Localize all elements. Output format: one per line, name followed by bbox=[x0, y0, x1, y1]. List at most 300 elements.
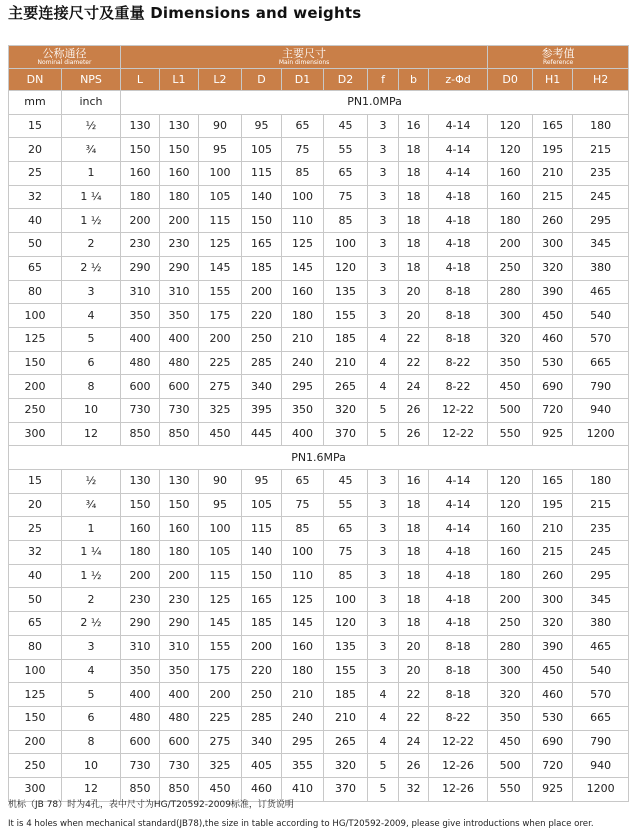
note-english: It is 4 holes when mechanical standard(JB78),the size in table according to HG/T20592-2009, please give introductions when place orer. bbox=[8, 819, 594, 829]
table-cell: 10 bbox=[62, 398, 121, 422]
table-cell: 110 bbox=[282, 209, 324, 233]
table-cell: 115 bbox=[242, 162, 282, 186]
table-cell: 8-22 bbox=[429, 375, 488, 399]
table-cell: 200 bbox=[9, 375, 62, 399]
table-cell: 550 bbox=[488, 422, 533, 446]
table-cell: 940 bbox=[573, 398, 629, 422]
table-cell: 6 bbox=[62, 706, 121, 730]
ref-en: Reference bbox=[543, 59, 574, 66]
table-cell: 465 bbox=[573, 635, 629, 659]
table-row bbox=[9, 493, 629, 517]
table-cell: 105 bbox=[242, 138, 282, 162]
table-cell: 280 bbox=[488, 280, 533, 304]
table-cell: 4 bbox=[368, 351, 399, 375]
table-cell: 260 bbox=[533, 209, 573, 233]
table-cell: 65 bbox=[282, 114, 324, 138]
table-cell: 480 bbox=[160, 351, 199, 375]
table-cell: 3 bbox=[368, 304, 399, 328]
table-cell: 135 bbox=[324, 635, 368, 659]
table-cell: ½ bbox=[62, 470, 121, 494]
table-cell: 300 bbox=[533, 233, 573, 257]
table-cell: 100 bbox=[199, 162, 242, 186]
table-cell: 250 bbox=[242, 683, 282, 707]
table-cell: 8-18 bbox=[429, 683, 488, 707]
table-row bbox=[9, 398, 629, 422]
main-en: Main dimensions bbox=[278, 59, 330, 66]
table-cell: 45 bbox=[324, 470, 368, 494]
table-row bbox=[9, 162, 629, 186]
table-cell: 180 bbox=[160, 541, 199, 565]
column-header: D2 bbox=[324, 69, 368, 91]
table-cell: 2 bbox=[62, 588, 121, 612]
table-cell: 3 bbox=[368, 280, 399, 304]
table-cell: 210 bbox=[324, 706, 368, 730]
table-cell: 24 bbox=[399, 375, 429, 399]
table-cell: 22 bbox=[399, 683, 429, 707]
table-cell: 160 bbox=[160, 162, 199, 186]
table-cell: 75 bbox=[282, 138, 324, 162]
table-cell: 65 bbox=[9, 256, 62, 280]
table-cell: 240 bbox=[282, 351, 324, 375]
table-cell: 100 bbox=[9, 659, 62, 683]
table-cell: 120 bbox=[488, 138, 533, 162]
table-cell: 160 bbox=[282, 280, 324, 304]
table-row bbox=[9, 659, 629, 683]
table-cell: 600 bbox=[121, 730, 160, 754]
table-cell: 18 bbox=[399, 138, 429, 162]
table-cell: 18 bbox=[399, 493, 429, 517]
table-cell: 300 bbox=[488, 304, 533, 328]
table-body bbox=[9, 46, 629, 802]
table-cell: 130 bbox=[160, 114, 199, 138]
table-cell: 12-26 bbox=[429, 754, 488, 778]
column-header: L bbox=[121, 69, 160, 91]
pressure-section-label: PN1.6MPa bbox=[9, 446, 629, 470]
table-cell: 100 bbox=[282, 185, 324, 209]
table-cell: 350 bbox=[160, 659, 199, 683]
table-cell: 320 bbox=[533, 612, 573, 636]
table-cell: 165 bbox=[533, 114, 573, 138]
table-cell: 3 bbox=[368, 493, 399, 517]
table-cell: 4-18 bbox=[429, 256, 488, 280]
table-cell: 325 bbox=[199, 754, 242, 778]
page-title: 主要连接尺寸及重量 Dimensions and weights bbox=[8, 4, 362, 22]
table-cell: 1 ¼ bbox=[62, 185, 121, 209]
table-cell: 250 bbox=[9, 398, 62, 422]
table-cell: 210 bbox=[533, 162, 573, 186]
table-cell: 940 bbox=[573, 754, 629, 778]
column-header: L1 bbox=[160, 69, 199, 91]
table-cell: 105 bbox=[242, 493, 282, 517]
table-cell: 100 bbox=[282, 541, 324, 565]
table-cell: 450 bbox=[533, 304, 573, 328]
table-cell: 665 bbox=[573, 351, 629, 375]
table-cell: 75 bbox=[324, 541, 368, 565]
table-cell: 245 bbox=[573, 541, 629, 565]
table-cell: 790 bbox=[573, 375, 629, 399]
table-cell: 32 bbox=[9, 541, 62, 565]
table-cell: 200 bbox=[488, 233, 533, 257]
table-cell: 200 bbox=[242, 280, 282, 304]
table-cell: 4-18 bbox=[429, 612, 488, 636]
table-cell: 18 bbox=[399, 517, 429, 541]
table-cell: 120 bbox=[488, 470, 533, 494]
table-cell: 20 bbox=[399, 635, 429, 659]
note-chinese: 机标（JB 78）时为4孔，表中尺寸为HG/T20592-2009标准，订货说明 bbox=[8, 800, 294, 810]
table-cell: 145 bbox=[282, 256, 324, 280]
table-cell: 185 bbox=[324, 327, 368, 351]
table-cell: 4-14 bbox=[429, 162, 488, 186]
table-row bbox=[9, 564, 629, 588]
table-cell: 115 bbox=[199, 564, 242, 588]
table-cell: 480 bbox=[121, 351, 160, 375]
table-cell: 345 bbox=[573, 233, 629, 257]
table-cell: ½ bbox=[62, 114, 121, 138]
table-cell: 115 bbox=[242, 517, 282, 541]
table-row bbox=[9, 754, 629, 778]
table-cell: 200 bbox=[121, 209, 160, 233]
table-cell: 85 bbox=[324, 209, 368, 233]
table-cell: 395 bbox=[242, 398, 282, 422]
table-cell: 18 bbox=[399, 541, 429, 565]
table-cell: 22 bbox=[399, 706, 429, 730]
table-cell: 4-18 bbox=[429, 233, 488, 257]
table-cell: 10 bbox=[62, 754, 121, 778]
table-cell: 405 bbox=[242, 754, 282, 778]
table-row bbox=[9, 138, 629, 162]
table-cell: 345 bbox=[573, 588, 629, 612]
column-header: NPS bbox=[62, 69, 121, 91]
header-reference bbox=[488, 46, 629, 69]
table-cell: 18 bbox=[399, 185, 429, 209]
table-cell: 3 bbox=[368, 612, 399, 636]
table-cell: 480 bbox=[160, 706, 199, 730]
table-cell: 125 bbox=[199, 233, 242, 257]
table-row bbox=[9, 185, 629, 209]
table-cell: 1 bbox=[62, 162, 121, 186]
table-cell: 75 bbox=[282, 493, 324, 517]
table-cell: 55 bbox=[324, 493, 368, 517]
table-cell: 145 bbox=[199, 612, 242, 636]
table-cell: 150 bbox=[121, 138, 160, 162]
table-cell: 200 bbox=[199, 327, 242, 351]
table-cell: 8 bbox=[62, 730, 121, 754]
table-cell: 730 bbox=[160, 398, 199, 422]
table-cell: 265 bbox=[324, 375, 368, 399]
table-cell: 320 bbox=[533, 256, 573, 280]
table-cell: 210 bbox=[282, 327, 324, 351]
table-cell: 65 bbox=[9, 612, 62, 636]
table-cell: 12 bbox=[62, 422, 121, 446]
table-cell: 460 bbox=[533, 683, 573, 707]
table-cell: 295 bbox=[573, 209, 629, 233]
table-cell: 32 bbox=[399, 777, 429, 801]
table-cell: 18 bbox=[399, 564, 429, 588]
table-cell: 12-26 bbox=[429, 777, 488, 801]
table-cell: 20 bbox=[399, 659, 429, 683]
table-cell: 125 bbox=[282, 588, 324, 612]
table-cell: 3 bbox=[368, 588, 399, 612]
table-cell: 230 bbox=[121, 233, 160, 257]
table-cell: 160 bbox=[121, 162, 160, 186]
table-cell: 150 bbox=[9, 706, 62, 730]
table-cell: 18 bbox=[399, 612, 429, 636]
table-cell: 80 bbox=[9, 280, 62, 304]
table-cell: 200 bbox=[121, 564, 160, 588]
column-header: f bbox=[368, 69, 399, 91]
table-cell: 65 bbox=[282, 470, 324, 494]
table-cell: 245 bbox=[573, 185, 629, 209]
table-cell: 200 bbox=[9, 730, 62, 754]
column-header: H2 bbox=[573, 69, 629, 91]
table-cell: 50 bbox=[9, 588, 62, 612]
table-cell: 480 bbox=[121, 706, 160, 730]
dimensions-table bbox=[8, 45, 629, 802]
table-cell: 5 bbox=[368, 398, 399, 422]
table-cell: 155 bbox=[324, 304, 368, 328]
table-cell: ¾ bbox=[62, 493, 121, 517]
table-cell: 3 bbox=[368, 659, 399, 683]
table-cell: 95 bbox=[242, 470, 282, 494]
table-cell: 26 bbox=[399, 398, 429, 422]
table-cell: 4-14 bbox=[429, 114, 488, 138]
table-cell: 105 bbox=[199, 185, 242, 209]
table-cell: 20 bbox=[399, 304, 429, 328]
table-cell: 3 bbox=[62, 635, 121, 659]
table-cell: 65 bbox=[324, 162, 368, 186]
table-cell: 530 bbox=[533, 706, 573, 730]
table-cell: 230 bbox=[160, 588, 199, 612]
table-cell: 3 bbox=[368, 162, 399, 186]
table-cell: 8-22 bbox=[429, 706, 488, 730]
header-row-columns bbox=[9, 69, 629, 91]
table-cell: 155 bbox=[199, 635, 242, 659]
table-cell: 925 bbox=[533, 777, 573, 801]
table-cell: 5 bbox=[62, 683, 121, 707]
table-cell: 105 bbox=[199, 541, 242, 565]
table-cell: 690 bbox=[533, 730, 573, 754]
table-cell: 195 bbox=[533, 493, 573, 517]
table-cell: 45 bbox=[324, 114, 368, 138]
table-cell: 4 bbox=[62, 659, 121, 683]
table-row bbox=[9, 114, 629, 138]
table-cell: 125 bbox=[199, 588, 242, 612]
table-cell: 280 bbox=[488, 635, 533, 659]
table-cell: 8-18 bbox=[429, 635, 488, 659]
table-cell: 4-18 bbox=[429, 209, 488, 233]
table-cell: 350 bbox=[282, 398, 324, 422]
table-cell: 16 bbox=[399, 470, 429, 494]
table-cell: 12-22 bbox=[429, 730, 488, 754]
header-main-dimensions bbox=[121, 46, 488, 69]
table-cell: 180 bbox=[160, 185, 199, 209]
table-cell: 130 bbox=[160, 470, 199, 494]
table-cell: 5 bbox=[368, 422, 399, 446]
table-cell: 15 bbox=[9, 114, 62, 138]
table-cell: 4-14 bbox=[429, 493, 488, 517]
table-cell: 160 bbox=[488, 517, 533, 541]
table-row bbox=[9, 612, 629, 636]
table-cell: 690 bbox=[533, 375, 573, 399]
table-cell: 90 bbox=[199, 114, 242, 138]
table-cell: 530 bbox=[533, 351, 573, 375]
table-cell: 265 bbox=[324, 730, 368, 754]
table-cell: 135 bbox=[324, 280, 368, 304]
table-cell: 410 bbox=[282, 777, 324, 801]
main-zh: 主要尺寸 bbox=[282, 47, 327, 60]
table-row bbox=[9, 304, 629, 328]
table-cell: 140 bbox=[242, 541, 282, 565]
table-cell: 145 bbox=[199, 256, 242, 280]
table-cell: 290 bbox=[121, 256, 160, 280]
column-header: H1 bbox=[533, 69, 573, 91]
table-cell: 300 bbox=[488, 659, 533, 683]
table-row bbox=[9, 730, 629, 754]
table-cell: 115 bbox=[199, 209, 242, 233]
nominal-en: Nominal diameter bbox=[37, 59, 92, 66]
table-cell: 450 bbox=[488, 375, 533, 399]
table-cell: 200 bbox=[160, 564, 199, 588]
table-cell: 3 bbox=[62, 280, 121, 304]
table-cell: 32 bbox=[9, 185, 62, 209]
table-row bbox=[9, 280, 629, 304]
table-cell: 355 bbox=[282, 754, 324, 778]
table-cell: 235 bbox=[573, 517, 629, 541]
table-cell: 155 bbox=[199, 280, 242, 304]
table-cell: 210 bbox=[282, 683, 324, 707]
pressure-section-label: PN1.0MPa bbox=[121, 91, 629, 115]
section-row bbox=[9, 446, 629, 470]
table-cell: 12-22 bbox=[429, 422, 488, 446]
table-cell: 5 bbox=[62, 327, 121, 351]
table-cell: 18 bbox=[399, 588, 429, 612]
unit-dn: mm bbox=[9, 91, 62, 115]
table-cell: 350 bbox=[121, 304, 160, 328]
table-cell: 180 bbox=[282, 659, 324, 683]
table-cell: 450 bbox=[199, 777, 242, 801]
table-cell: 150 bbox=[9, 351, 62, 375]
table-cell: 80 bbox=[9, 635, 62, 659]
table-cell: 3 bbox=[368, 233, 399, 257]
table-cell: 500 bbox=[488, 754, 533, 778]
table-cell: 8-18 bbox=[429, 304, 488, 328]
table-cell: 165 bbox=[242, 233, 282, 257]
table-cell: 550 bbox=[488, 777, 533, 801]
table-cell: 200 bbox=[488, 588, 533, 612]
table-cell: 180 bbox=[573, 470, 629, 494]
table-cell: 95 bbox=[199, 493, 242, 517]
table-cell: 3 bbox=[368, 517, 399, 541]
table-cell: 720 bbox=[533, 398, 573, 422]
table-cell: 450 bbox=[199, 422, 242, 446]
table-cell: 26 bbox=[399, 422, 429, 446]
table-row bbox=[9, 588, 629, 612]
table-cell: 185 bbox=[242, 612, 282, 636]
table-cell: 380 bbox=[573, 612, 629, 636]
table-cell: 8 bbox=[62, 375, 121, 399]
table-cell: 320 bbox=[324, 754, 368, 778]
table-cell: 2 ½ bbox=[62, 256, 121, 280]
table-cell: 175 bbox=[199, 304, 242, 328]
table-cell: 20 bbox=[9, 493, 62, 517]
table-cell: 290 bbox=[160, 256, 199, 280]
table-cell: 200 bbox=[160, 209, 199, 233]
column-header: L2 bbox=[199, 69, 242, 91]
table-cell: 85 bbox=[324, 564, 368, 588]
table-cell: 20 bbox=[399, 280, 429, 304]
table-cell: 8-18 bbox=[429, 327, 488, 351]
table-cell: 215 bbox=[573, 493, 629, 517]
table-cell: 850 bbox=[121, 422, 160, 446]
table-cell: 160 bbox=[488, 185, 533, 209]
table-cell: 20 bbox=[9, 138, 62, 162]
table-cell: 380 bbox=[573, 256, 629, 280]
table-cell: 25 bbox=[9, 162, 62, 186]
table-cell: 730 bbox=[160, 754, 199, 778]
table-cell: 95 bbox=[242, 114, 282, 138]
table-cell: 185 bbox=[242, 256, 282, 280]
table-cell: 160 bbox=[160, 517, 199, 541]
table-row bbox=[9, 209, 629, 233]
table-cell: 24 bbox=[399, 730, 429, 754]
table-cell: 275 bbox=[199, 375, 242, 399]
table-cell: 310 bbox=[160, 635, 199, 659]
table-cell: 185 bbox=[324, 683, 368, 707]
column-header: D0 bbox=[488, 69, 533, 91]
table-row bbox=[9, 327, 629, 351]
table-cell: 450 bbox=[533, 659, 573, 683]
table-cell: 350 bbox=[488, 706, 533, 730]
table-cell: 460 bbox=[242, 777, 282, 801]
table-cell: 22 bbox=[399, 351, 429, 375]
table-cell: 18 bbox=[399, 209, 429, 233]
table-cell: 160 bbox=[488, 162, 533, 186]
table-cell: 4 bbox=[368, 706, 399, 730]
table-cell: 220 bbox=[242, 659, 282, 683]
table-cell: 100 bbox=[324, 233, 368, 257]
table-cell: 400 bbox=[160, 327, 199, 351]
table-cell: 400 bbox=[121, 327, 160, 351]
table-cell: 3 bbox=[368, 209, 399, 233]
table-row bbox=[9, 422, 629, 446]
table-cell: 2 bbox=[62, 233, 121, 257]
table-cell: 2 ½ bbox=[62, 612, 121, 636]
table-cell: 26 bbox=[399, 754, 429, 778]
table-cell: 15 bbox=[9, 470, 62, 494]
table-cell: 350 bbox=[160, 304, 199, 328]
table-cell: 65 bbox=[324, 517, 368, 541]
table-cell: 3 bbox=[368, 470, 399, 494]
table-row bbox=[9, 706, 629, 730]
table-cell: 850 bbox=[160, 777, 199, 801]
table-cell: 3 bbox=[368, 114, 399, 138]
table-cell: 230 bbox=[121, 588, 160, 612]
table-cell: 600 bbox=[160, 730, 199, 754]
table-cell: 925 bbox=[533, 422, 573, 446]
table-row bbox=[9, 233, 629, 257]
table-cell: 8-22 bbox=[429, 351, 488, 375]
table-cell: 180 bbox=[121, 541, 160, 565]
table-cell: 12-22 bbox=[429, 398, 488, 422]
table-cell: 145 bbox=[282, 612, 324, 636]
table-row bbox=[9, 541, 629, 565]
table-cell: 465 bbox=[573, 280, 629, 304]
table-cell: 40 bbox=[9, 209, 62, 233]
nominal-zh: 公称通径 bbox=[42, 47, 87, 60]
table-cell: 250 bbox=[488, 256, 533, 280]
table-cell: 340 bbox=[242, 730, 282, 754]
table-cell: 850 bbox=[160, 422, 199, 446]
